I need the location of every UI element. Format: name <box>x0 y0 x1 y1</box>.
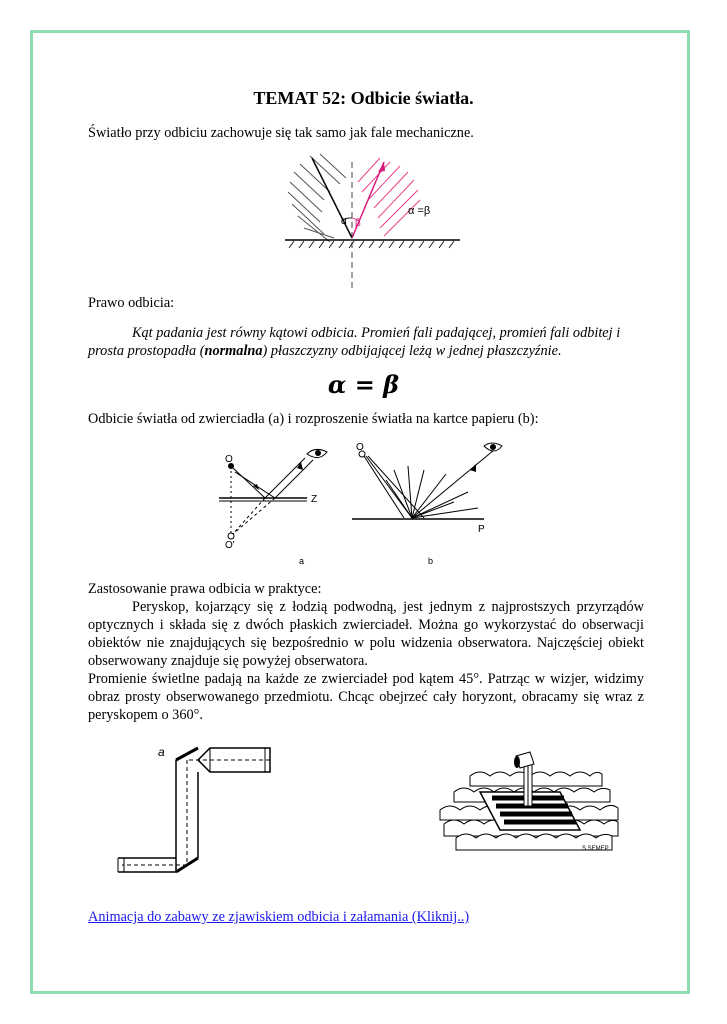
animation-link[interactable]: Animacja do zabawy ze zjawiskiem odbicia i załamania (Kliknij..) <box>88 909 470 925</box>
mirror-heading: Odbicie światła od zwierciadła (a) i rozproszenie światła na kartce papieru (b): <box>88 411 539 427</box>
wave-reflection-figure <box>280 152 465 297</box>
periscope-mark: a <box>158 745 165 759</box>
law-text-start: Kąt padania jest równy kątowi odbicia. Promień fali padającej, promień fali odbitej i prosta prostopadła ( <box>88 325 621 359</box>
periscope-paragraph: Peryskop, kojarzący się z łodzią podwodną, jest jednym z najprostszych przyrządów optycznych i składa się z dwóch płaskich zwierciadeł. Można go wykorzystać do obserwacji obiektów nie znajdujących się bezpośrednio w polu widzenia obserwatora. Najczęściej obiekt obserwowany znajduje się powyżej obserwatora. <box>88 599 644 669</box>
law-text-end: ) płaszczyzny odbijającej leżą w jednej płaszczyźnie. <box>262 343 562 359</box>
label-o: O <box>356 442 364 453</box>
periscope-diagram <box>110 738 285 888</box>
caption-a: a <box>299 556 305 566</box>
label-o-prime: O' <box>225 540 235 551</box>
label-p: P <box>478 524 485 535</box>
application-text <box>88 598 644 724</box>
intro-text: Światło przy odbiciu zachowuje się tak samo jak fale mechaniczne. <box>88 125 474 141</box>
law-heading: Prawo odbicia: <box>88 295 175 311</box>
law-formula: α = β <box>327 370 400 399</box>
law-text <box>88 324 644 360</box>
law-text-normal: normalna <box>204 343 263 359</box>
application-heading: Zastosowanie prawa odbicia w praktyce: <box>88 581 322 597</box>
paper-figure-b <box>350 440 510 570</box>
rays-paragraph: Promienie świetlne padają na każde ze zwierciadeł pod kątem 45°. Patrząc w wizjer, widzimy obraz prosty obserwowanego przedmiotu. Chcąc obejrzeć cały horyzont, obracamy się wraz z peryskopem o 360°. <box>88 671 644 723</box>
mirror-figure-a <box>215 440 345 570</box>
alpha-label: α <box>341 216 347 227</box>
beta-label: β <box>355 218 361 229</box>
alpha-beta-label: α =β <box>408 205 431 217</box>
label-z: Z <box>311 494 318 505</box>
label-o: O <box>225 454 233 465</box>
image-signature: S.SEMEP <box>582 846 609 852</box>
page-title: TEMAT 52: Odbicie światła. <box>253 88 474 108</box>
periscope-roof-image <box>430 740 620 860</box>
caption-b: b <box>428 556 434 566</box>
